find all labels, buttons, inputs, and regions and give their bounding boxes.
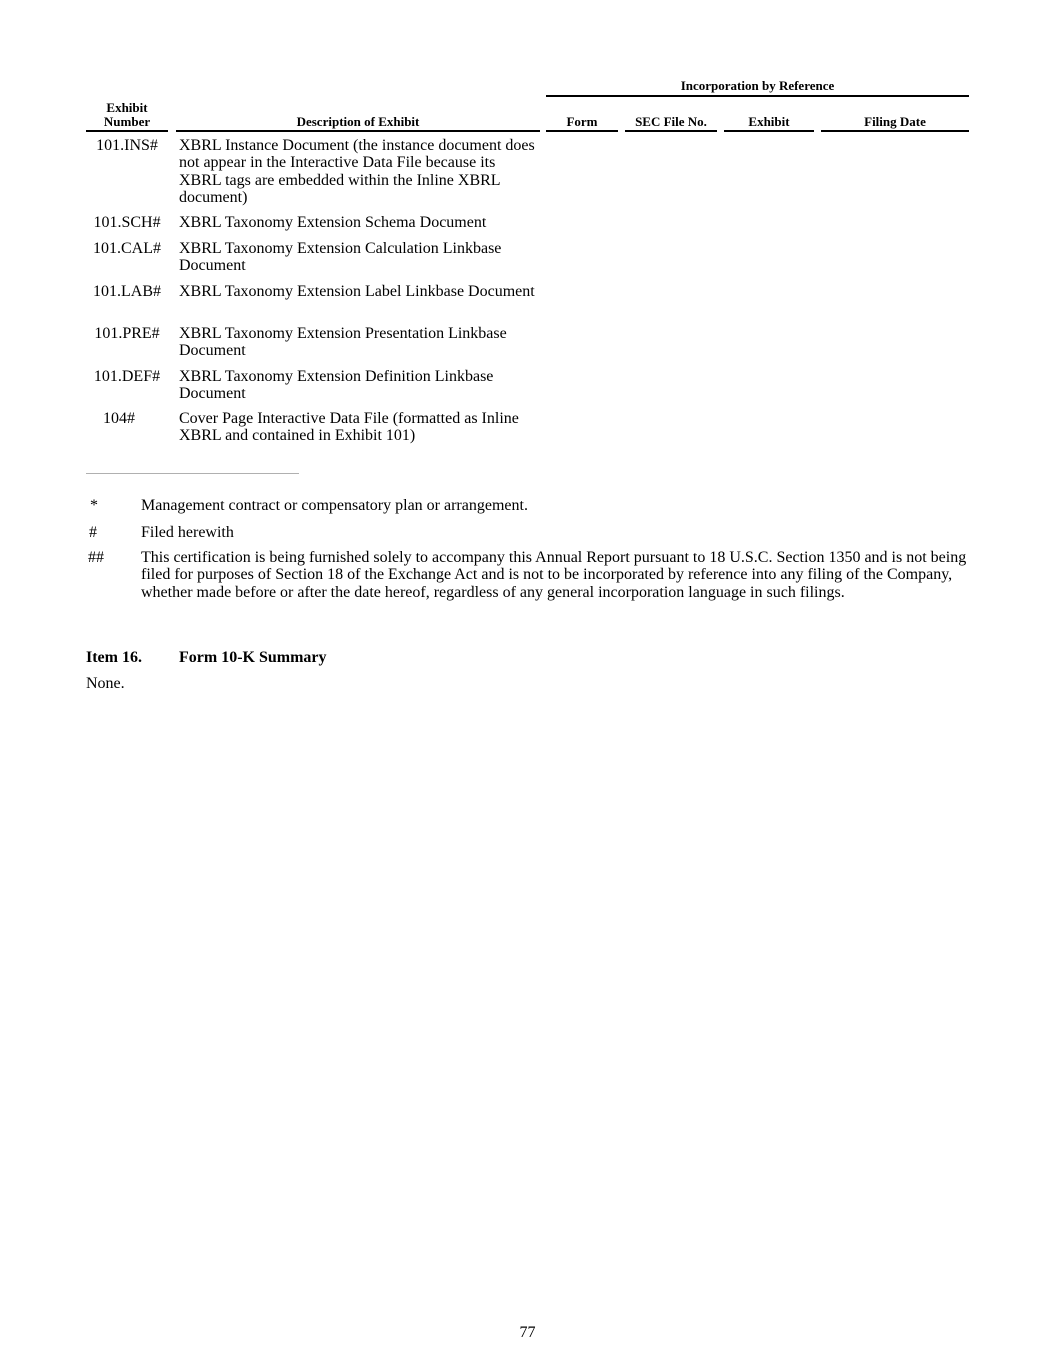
exhibit-number-cell: 101.DEF# (93, 368, 161, 385)
exhibit-number-cell: 104# (103, 410, 135, 427)
exhibit-number-cell: 101.SCH# (93, 214, 161, 231)
col-rule-form (546, 130, 618, 132)
footnote-text: Management contract or compensatory plan or arrangement. (141, 497, 528, 514)
col-rule-exhibit-number (86, 130, 168, 132)
exhibit-number-cell: 101.LAB# (93, 283, 161, 300)
col-header-exhibit-number-line1: Exhibit (106, 100, 148, 115)
col-header-exhibit-number-line2: Number (103, 114, 151, 129)
col-header-description: Description of Exhibit (296, 114, 420, 129)
page-number: 77 (519, 1324, 536, 1341)
exhibit-number-cell: 101.PRE# (94, 325, 160, 342)
footnote-mark: ## (88, 549, 104, 566)
footnote-mark: # (89, 524, 97, 541)
item-16-body: None. (86, 675, 125, 692)
footnote-separator (86, 473, 299, 474)
footnote-text: This certification is being furnished solely to accompany this Annual Report pursuant to 18 U.S.C. Section 1350 and is not being filed for purposes of Section 18 of the Exchange Act and is not to be incorporated by reference into any filing of the Company, whether made before or after the date hereof, regardless of any general incorporation language in such filings. (141, 549, 967, 601)
col-rule-exhibit (724, 130, 814, 132)
group-header-rule (546, 95, 969, 97)
col-header-filing-date: Filing Date (864, 114, 926, 129)
exhibit-description-cell: XBRL Taxonomy Extension Schema Document (179, 214, 487, 231)
col-rule-description (176, 130, 540, 132)
exhibit-description-cell: XBRL Instance Document (the instance document does not appear in the Interactive Data File because its XBRL tags are embedded within the Inline XBRL document) (179, 137, 535, 206)
col-header-form: Form (566, 114, 598, 129)
exhibit-description-cell: Cover Page Interactive Data File (formatted as Inline XBRL and contained in Exhibit 101) (179, 410, 519, 445)
exhibit-number-cell: 101.INS# (96, 137, 158, 154)
exhibit-description-cell: XBRL Taxonomy Extension Calculation Linkbase Document (179, 240, 502, 275)
col-header-exhibit-number (86, 101, 168, 129)
footnote-text: Filed herewith (141, 524, 234, 541)
exhibit-description-cell: XBRL Taxonomy Extension Presentation Linkbase Document (179, 325, 507, 360)
col-header-exhibit: Exhibit (748, 114, 790, 129)
footnote-mark: * (90, 497, 98, 514)
col-rule-filing-date (821, 130, 969, 132)
col-rule-sec-file-no (625, 130, 717, 132)
exhibit-number-cell: 101.CAL# (93, 240, 161, 257)
item-16-title: Form 10-K Summary (179, 649, 327, 666)
item-16-label: Item 16. (86, 649, 142, 666)
exhibit-description-cell: XBRL Taxonomy Extension Definition Linkbase Document (179, 368, 494, 403)
exhibit-description-cell: XBRL Taxonomy Extension Label Linkbase Document (179, 283, 535, 300)
incorporation-by-reference-header: Incorporation by Reference (680, 78, 835, 93)
col-header-sec-file-no: SEC File No. (635, 114, 707, 129)
